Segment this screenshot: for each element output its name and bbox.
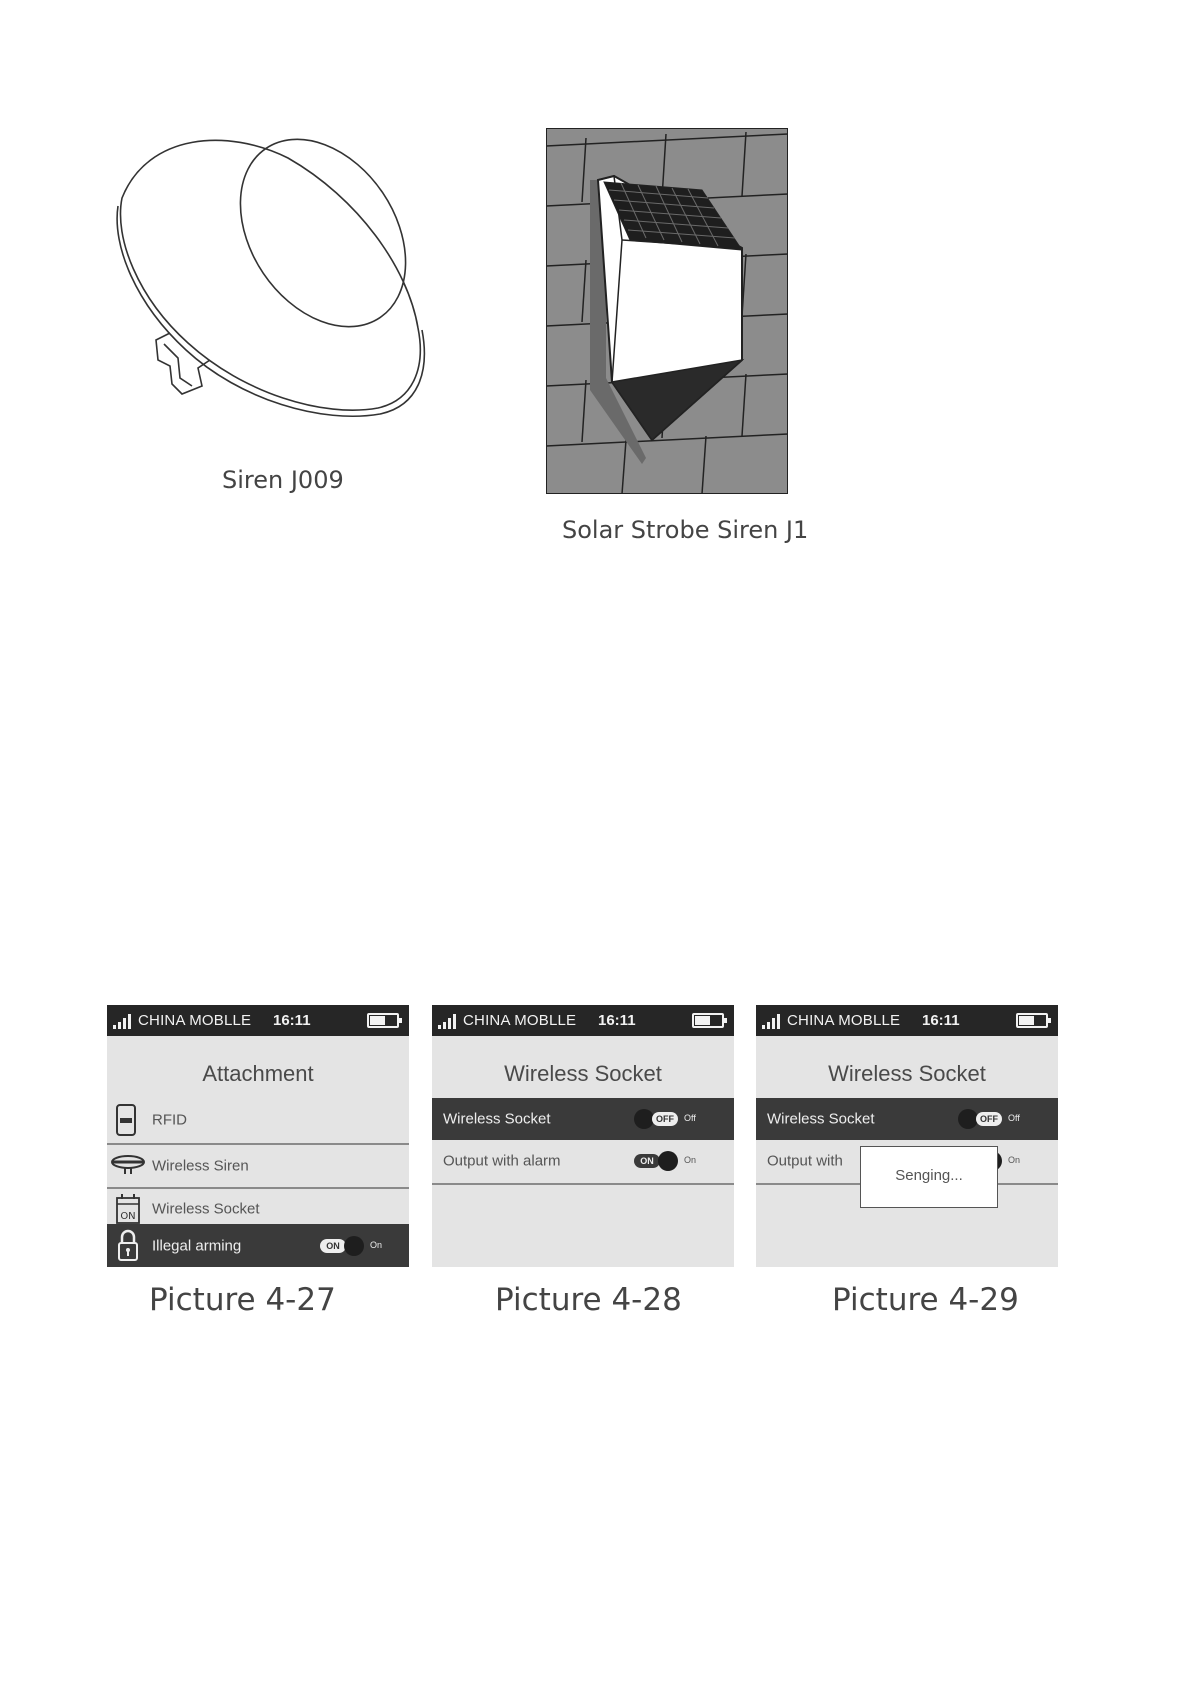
list-item-illegal-arming[interactable]	[107, 1224, 409, 1267]
sending-dialog-text: Senging...	[895, 1167, 963, 1184]
status-bar	[107, 1005, 409, 1036]
illegal-arming-toggle[interactable]	[320, 1237, 383, 1255]
list-item-label: Wireless Siren	[152, 1157, 249, 1175]
battery-icon	[1016, 1013, 1048, 1028]
toggle-state: Off	[1008, 1113, 1020, 1123]
toggle-on-label: ON	[320, 1239, 346, 1253]
page-title: Wireless Socket	[504, 1061, 662, 1086]
toggle-knob	[344, 1236, 364, 1256]
battery-icon	[692, 1013, 724, 1028]
picture-4-27-caption: Picture 4-27	[149, 1282, 336, 1318]
toggle-state: Off	[684, 1113, 696, 1123]
phone-screen-wireless-socket	[432, 1005, 734, 1267]
toggle-knob	[658, 1151, 678, 1171]
rfid-card-icon	[116, 1104, 136, 1136]
list-item-label: Wireless Socket	[767, 1110, 875, 1128]
status-time: 16:11	[922, 1012, 960, 1029]
status-bar	[756, 1005, 1058, 1036]
divider	[432, 1183, 734, 1185]
solar-strobe-siren-j1-caption: Solar Strobe Siren J1	[562, 516, 809, 544]
list-item-wireless-socket[interactable]	[432, 1098, 734, 1140]
list-item-label: Wireless Socket	[152, 1200, 260, 1218]
toggle-state: On	[370, 1239, 383, 1250]
siren-j009-caption: Siren J009	[222, 466, 344, 494]
siren-icon	[110, 1153, 146, 1175]
list-item-wireless-siren[interactable]	[107, 1145, 409, 1187]
carrier-name: CHINA MOBLLE	[138, 1012, 252, 1029]
lock-icon	[117, 1229, 139, 1261]
siren-j009-illustration	[108, 128, 438, 458]
list-item-label: Illegal arming	[152, 1237, 242, 1254]
list-item-output-with-alarm[interactable]	[432, 1140, 734, 1182]
toggle-knob	[958, 1109, 978, 1129]
toggle-off-label: OFF	[652, 1112, 678, 1126]
wireless-socket-toggle[interactable]	[634, 1110, 696, 1128]
phone-screen-attachment	[107, 1005, 409, 1267]
list-item-wireless-socket[interactable]	[756, 1098, 1058, 1140]
output-with-alarm-toggle[interactable]	[634, 1152, 697, 1170]
signal-icon	[438, 1013, 460, 1029]
solar-strobe-siren-j1-illustration	[546, 128, 788, 494]
toggle-on-label: ON	[634, 1154, 660, 1168]
phone-screen-wireless-socket-sending	[756, 1005, 1058, 1267]
wireless-socket-toggle[interactable]	[958, 1110, 1020, 1128]
status-time: 16:11	[273, 1012, 311, 1029]
list-item-label: Wireless Socket	[443, 1110, 551, 1128]
list-item-label: Output with alarm	[443, 1152, 561, 1170]
status-time: 16:11	[598, 1012, 636, 1029]
signal-icon	[762, 1013, 784, 1029]
picture-4-28-caption: Picture 4-28	[495, 1282, 682, 1318]
svg-text:ON: ON	[120, 1211, 136, 1222]
list-item-rfid[interactable]	[107, 1098, 409, 1142]
list-item-wireless-socket[interactable]	[107, 1189, 409, 1229]
list-item-label: Output with	[767, 1152, 843, 1170]
carrier-name: CHINA MOBLLE	[787, 1012, 901, 1029]
signal-icon	[113, 1013, 135, 1029]
list-item-label: RFID	[152, 1111, 187, 1129]
carrier-name: CHINA MOBLLE	[463, 1012, 577, 1029]
toggle-off-label: OFF	[976, 1112, 1002, 1126]
toggle-state: On	[1008, 1155, 1021, 1165]
picture-4-29-caption: Picture 4-29	[832, 1282, 1019, 1318]
status-bar	[432, 1005, 734, 1036]
toggle-knob	[634, 1109, 654, 1129]
battery-icon	[367, 1013, 399, 1028]
sending-dialog	[860, 1146, 998, 1208]
socket-on-icon	[116, 1194, 140, 1224]
toggle-state: On	[684, 1155, 697, 1165]
page-title: Wireless Socket	[828, 1061, 986, 1086]
page-title: Attachment	[202, 1061, 314, 1086]
